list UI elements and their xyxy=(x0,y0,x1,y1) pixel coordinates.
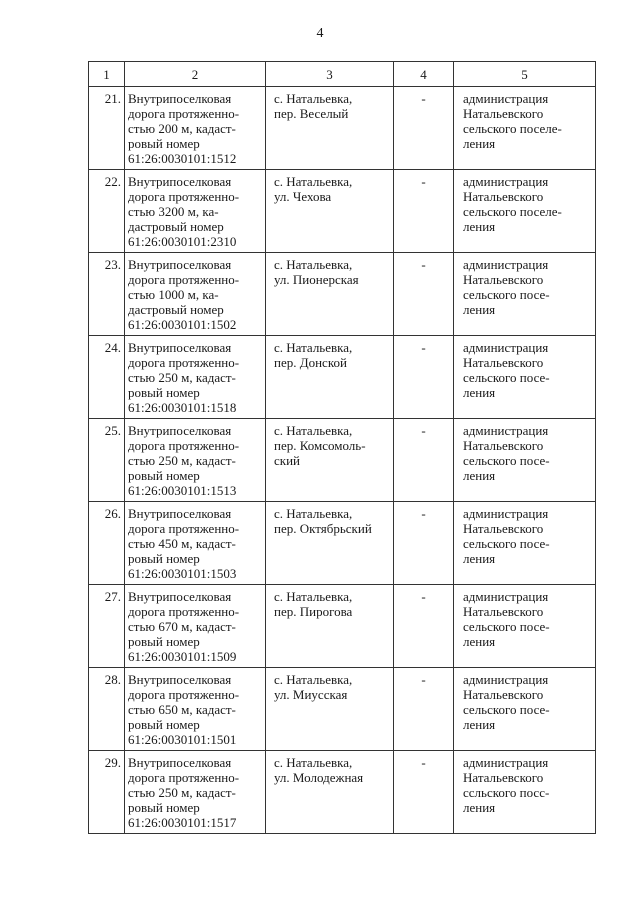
object-name-line: стью 250 м, кадаст- xyxy=(128,785,236,800)
owner-line: ления xyxy=(463,634,496,649)
page-number: 4 xyxy=(316,26,324,41)
table-row xyxy=(89,668,596,751)
owner-line: ления xyxy=(463,468,496,483)
address-line: с. Натальевка, xyxy=(274,755,353,770)
col4-value: - xyxy=(394,253,454,336)
col4-value: - xyxy=(394,585,454,668)
object-name-line: дастровый номер xyxy=(128,302,224,317)
owner-line: сельского посе- xyxy=(463,536,550,551)
object-name-line: стью 450 м, кадаст- xyxy=(128,536,236,551)
object-name-line: дорога протяженно- xyxy=(128,355,240,370)
object-name-line: стью 650 м, кадаст- xyxy=(128,702,236,717)
owner-line: администрация xyxy=(463,506,549,521)
object-name-cell xyxy=(125,419,266,502)
address-line: с. Натальевка, xyxy=(274,340,353,355)
object-name-line: ровый номер xyxy=(128,385,200,400)
owner-cell xyxy=(454,668,596,751)
object-name-line: Внутрипоселковая xyxy=(128,506,232,521)
address-line: с. Натальевка, xyxy=(274,506,353,521)
owner-cell xyxy=(454,336,596,419)
row-number: 28. xyxy=(89,668,125,751)
object-name-line: ровый номер xyxy=(128,136,200,151)
object-name-cell xyxy=(125,585,266,668)
owner-line: ления xyxy=(463,302,496,317)
object-name-line: ровый номер xyxy=(128,800,200,815)
header-col-2: 2 xyxy=(125,62,266,87)
owner-line: Натальевского xyxy=(463,687,544,702)
object-name-cell xyxy=(125,253,266,336)
object-name-line: Внутрипоселковая xyxy=(128,672,232,687)
row-number: 26. xyxy=(89,502,125,585)
object-name-line: Внутрипоселковая xyxy=(128,91,232,106)
row-number: 24. xyxy=(89,336,125,419)
owner-line: Натальевского xyxy=(463,438,544,453)
address-line: пер. Пирогова xyxy=(274,604,353,619)
owner-line: администрация xyxy=(463,589,549,604)
row-number: 23. xyxy=(89,253,125,336)
table-row xyxy=(89,336,596,419)
object-name-line: ровый номер xyxy=(128,468,200,483)
address-line: ский xyxy=(274,453,300,468)
col4-value: - xyxy=(394,502,454,585)
header-col-5: 5 xyxy=(454,62,596,87)
address-line: пер. Веселый xyxy=(274,106,349,121)
object-name-line: 61:26:0030101:1518 xyxy=(128,400,237,415)
owner-line: администрация xyxy=(463,174,549,189)
owner-line: Натальевского xyxy=(463,272,544,287)
owner-cell xyxy=(454,502,596,585)
row-number: 29. xyxy=(89,751,125,834)
table-header xyxy=(89,62,596,87)
object-name-line: Внутрипоселковая xyxy=(128,174,232,189)
header-col-1: 1 xyxy=(89,62,125,87)
owner-cell xyxy=(454,419,596,502)
owner-line: Натальевского xyxy=(463,604,544,619)
object-name-line: дорога протяженно- xyxy=(128,438,240,453)
address-cell xyxy=(266,502,394,585)
address-line: ул. Пионерская xyxy=(274,272,359,287)
address-line: пер. Донской xyxy=(274,355,347,370)
object-name-line: дастровый номер xyxy=(128,219,224,234)
table-row xyxy=(89,502,596,585)
header-row xyxy=(89,62,596,87)
row-number: 27. xyxy=(89,585,125,668)
owner-line: администрация xyxy=(463,257,549,272)
object-name-line: 61:26:0030101:1517 xyxy=(128,815,237,830)
owner-cell xyxy=(454,751,596,834)
address-line: пер. Комсомоль- xyxy=(274,438,366,453)
owner-cell xyxy=(454,253,596,336)
object-name-line: дорога протяженно- xyxy=(128,189,240,204)
owner-cell xyxy=(454,585,596,668)
header-col-4: 4 xyxy=(394,62,454,87)
owner-line: ления xyxy=(463,551,496,566)
owner-line: сельского посе- xyxy=(463,619,550,634)
object-name-line: ровый номер xyxy=(128,551,200,566)
address-cell xyxy=(266,668,394,751)
object-name-line: Внутрипоселковая xyxy=(128,589,232,604)
object-name-line: дорога протяженно- xyxy=(128,521,240,536)
object-name-line: Внутрипоселковая xyxy=(128,257,232,272)
table-row xyxy=(89,170,596,253)
address-line: с. Натальевка, xyxy=(274,589,353,604)
object-name-line: дорога протяженно- xyxy=(128,106,240,121)
object-name-cell xyxy=(125,170,266,253)
owner-line: сельского посе- xyxy=(463,702,550,717)
table-row xyxy=(89,253,596,336)
object-name-line: Внутрипоселковая xyxy=(128,755,232,770)
address-cell xyxy=(266,253,394,336)
owner-cell xyxy=(454,170,596,253)
col4-value: - xyxy=(394,668,454,751)
address-line: с. Натальевка, xyxy=(274,423,353,438)
col4-value: - xyxy=(394,336,454,419)
owner-cell xyxy=(454,87,596,170)
address-cell xyxy=(266,419,394,502)
object-name-line: Внутрипоселковая xyxy=(128,340,232,355)
object-name-cell xyxy=(125,668,266,751)
address-line: ул. Миусская xyxy=(274,687,348,702)
object-name-cell xyxy=(125,336,266,419)
owner-line: ления xyxy=(463,800,496,815)
owner-line: Натальевского xyxy=(463,355,544,370)
object-name-line: стью 200 м, кадаст- xyxy=(128,121,236,136)
object-name-line: дорога протяженно- xyxy=(128,770,240,785)
address-cell xyxy=(266,170,394,253)
object-name-line: дорога протяженно- xyxy=(128,272,240,287)
owner-line: сельского посе- xyxy=(463,453,550,468)
address-cell xyxy=(266,336,394,419)
object-name-line: 61:26:0030101:1503 xyxy=(128,566,237,581)
table-row xyxy=(89,585,596,668)
object-name-line: Внутрипоселковая xyxy=(128,423,232,438)
object-name-line: стью 1000 м, ка- xyxy=(128,287,219,302)
object-name-line: стью 250 м, кадаст- xyxy=(128,453,236,468)
object-name-line: ровый номер xyxy=(128,634,200,649)
owner-line: Натальевского xyxy=(463,189,544,204)
owner-line: сельского посе- xyxy=(463,287,550,302)
col4-value: - xyxy=(394,751,454,834)
col4-value: - xyxy=(394,419,454,502)
address-line: ул. Молодежная xyxy=(274,770,364,785)
address-cell xyxy=(266,585,394,668)
address-line: пер. Октябрьский xyxy=(274,521,372,536)
owner-line: администрация xyxy=(463,755,549,770)
owner-line: ления xyxy=(463,717,496,732)
object-name-line: ровый номер xyxy=(128,717,200,732)
owner-line: сельского поселе- xyxy=(463,204,562,219)
object-name-line: дорога протяженно- xyxy=(128,604,240,619)
address-line: с. Натальевка, xyxy=(274,672,353,687)
address-cell xyxy=(266,87,394,170)
table-row xyxy=(89,751,596,834)
owner-line: администрация xyxy=(463,91,549,106)
object-name-cell xyxy=(125,87,266,170)
address-line: с. Натальевка, xyxy=(274,257,353,272)
owner-line: ления xyxy=(463,385,496,400)
object-name-line: 61:26:0030101:2310 xyxy=(128,234,237,249)
table-row xyxy=(89,87,596,170)
object-name-line: 61:26:0030101:1502 xyxy=(128,317,237,332)
road-register-table xyxy=(88,61,596,834)
col4-value: - xyxy=(394,87,454,170)
owner-line: администрация xyxy=(463,672,549,687)
owner-line: сельского посе- xyxy=(463,370,550,385)
col4-value: - xyxy=(394,170,454,253)
owner-line: Натальевского xyxy=(463,106,544,121)
address-line: с. Натальевка, xyxy=(274,91,353,106)
object-name-line: дорога протяженно- xyxy=(128,687,240,702)
object-name-cell xyxy=(125,751,266,834)
object-name-line: стью 3200 м, ка- xyxy=(128,204,219,219)
row-number: 22. xyxy=(89,170,125,253)
owner-line: ления xyxy=(463,219,496,234)
address-line: с. Натальевка, xyxy=(274,174,353,189)
owner-line: Натальевского xyxy=(463,770,544,785)
owner-line: администрация xyxy=(463,423,549,438)
table-row xyxy=(89,419,596,502)
object-name-line: 61:26:0030101:1513 xyxy=(128,483,237,498)
owner-line: ления xyxy=(463,136,496,151)
object-name-line: 61:26:0030101:1512 xyxy=(128,151,237,166)
owner-line: ссльского посс- xyxy=(463,785,550,800)
object-name-line: 61:26:0030101:1501 xyxy=(128,732,237,747)
table-body xyxy=(89,87,596,834)
owner-line: сельского поселе- xyxy=(463,121,562,136)
object-name-cell xyxy=(125,502,266,585)
owner-line: Натальевского xyxy=(463,521,544,536)
row-number: 21. xyxy=(89,87,125,170)
address-line: ул. Чехова xyxy=(274,189,332,204)
address-cell xyxy=(266,751,394,834)
object-name-line: стью 250 м, кадаст- xyxy=(128,370,236,385)
object-name-line: стью 670 м, кадаст- xyxy=(128,619,236,634)
header-col-3: 3 xyxy=(266,62,394,87)
owner-line: администрация xyxy=(463,340,549,355)
row-number: 25. xyxy=(89,419,125,502)
object-name-line: 61:26:0030101:1509 xyxy=(128,649,237,664)
